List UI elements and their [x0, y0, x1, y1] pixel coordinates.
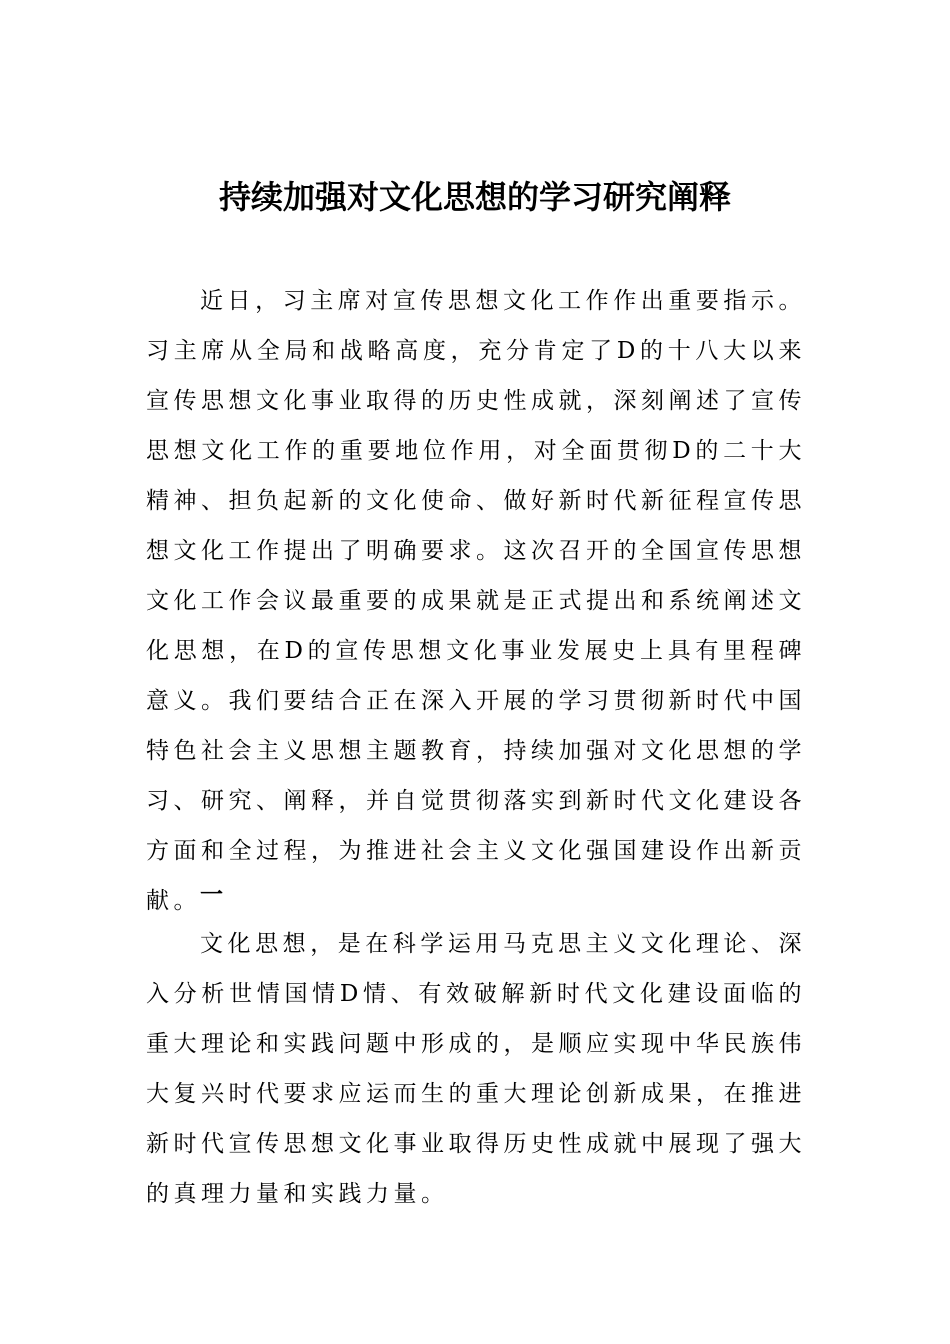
- paragraph-intro: 近日，习主席对宣传思想文化工作作出重要指示。习主席从全局和战略高度，充分肯定了D的十八大以来宣传思想文化事业取得的历史性成就，深刻阐述了宣传思想文化工作的重要地位作用，对全面贯彻D的二十大精神、担负起新的文化使命、做好新时代新征程宣传思想文化工作提出了明确要求。这次召开的全国宣传思想文化工作会议最重要的成果就是正式提出和系统阐述文化思想，在D的宣传思想文化事业发展史上具有里程碑意义。我们要结合正在深入开展的学习贯彻新时代中国特色社会主义思想主题教育，持续加强对文化思想的学习、研究、阐释，并自觉贯彻落实到新时代文化建设各方面和全过程，为推进社会主义文化强国建设作出新贡献。: [146, 288, 806, 914]
- paragraph-section-one: 文化思想，是在科学运用马克思主义文化理论、深入分析世情国情D情、有效破解新时代文化建设面临的重大理论和实践问题中形成的，是顺应实现中华民族伟大复兴时代要求应运而生的重大理论创新成果，在推进新时代宣传思想文化事业取得历史性成就中展现了强大的真理力量和实践力量。: [146, 931, 806, 1207]
- document-title: 持续加强对文化思想的学习研究阐释: [218, 178, 731, 216]
- section-number: 一: [200, 881, 223, 908]
